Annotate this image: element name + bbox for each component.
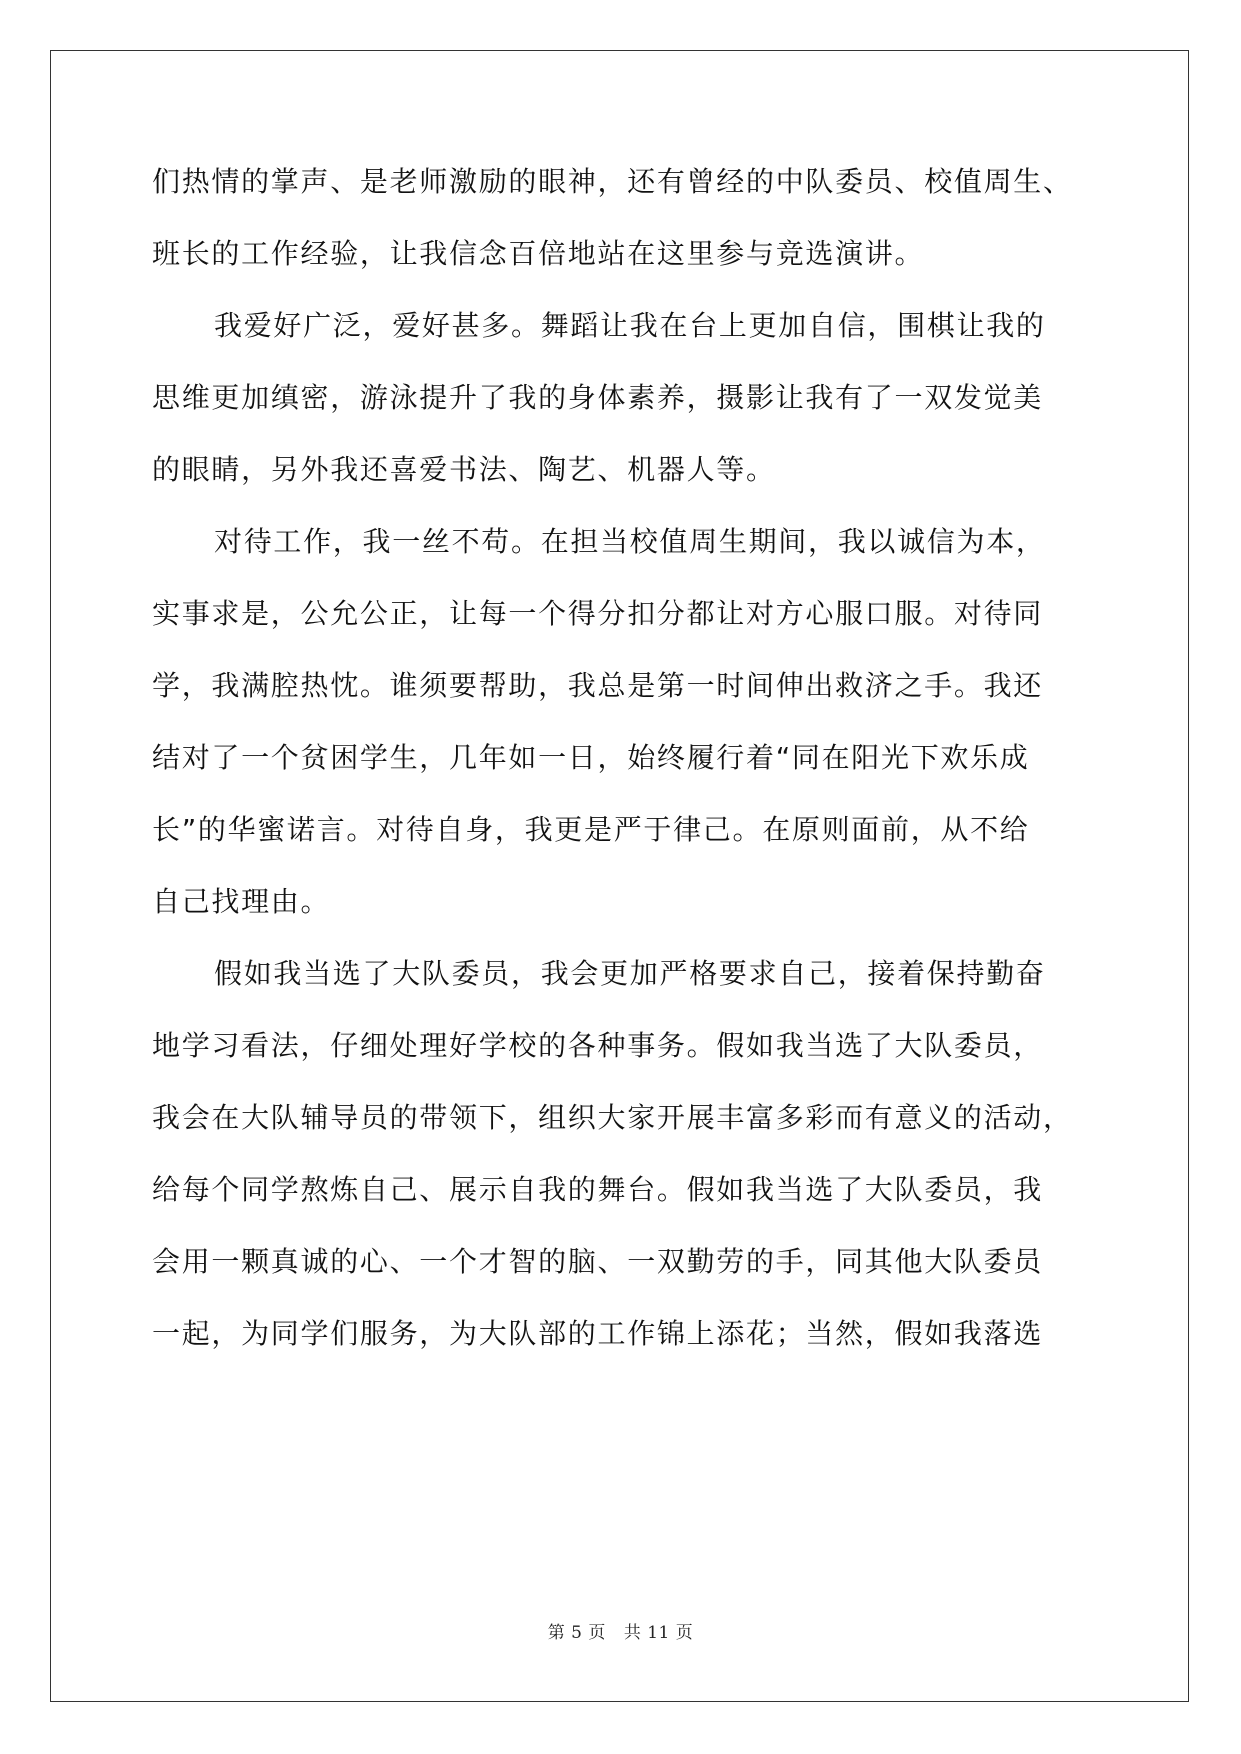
text-line: 结对了一个贫困学生，几年如一日，始终履行着“同在阳光下欢乐成	[152, 741, 1030, 774]
text-line: 思维更加缜密，游泳提升了我的身体素养，摄影让我有了一双发觉美	[152, 381, 1044, 414]
paragraph-start-line: 假如我当选了大队委员，我会更加严格要求自己，接着保持勤奋	[214, 957, 1046, 990]
page-total: 共 11 页	[623, 1623, 694, 1643]
text-line: 给每个同学熬炼自己、展示自我的舞台。假如我当选了大队委员，我	[152, 1173, 1044, 1206]
text-line: 自己找理由。	[152, 885, 331, 918]
text-line: 学，我满腔热忱。谁须要帮助，我总是第一时间伸出救济之手。我还	[152, 669, 1044, 702]
page-footer	[0, 1618, 1241, 1643]
text-line: 班长的工作经验，让我信念百倍地站在这里参与竞选演讲。	[152, 237, 925, 270]
paragraph-start-line: 我爱好广泛，爱好甚多。舞蹈让我在台上更加自信，围棋让我的	[214, 309, 1046, 342]
text-line: 们热情的掌声、是老师激励的眼神，还有曾经的中队委员、校值周生、	[152, 165, 1073, 198]
text-line: 的眼睛，另外我还喜爱书法、陶艺、机器人等。	[152, 453, 776, 486]
text-line: 一起，为同学们服务，为大队部的工作锦上添花；当然，假如我落选	[152, 1317, 1044, 1350]
paragraph-start-line: 对待工作，我一丝不苟。在担当校值周生期间，我以诚信为本，	[214, 525, 1046, 558]
text-line: 会用一颗真诚的心、一个才智的脑、一双勤劳的手，同其他大队委员	[152, 1245, 1044, 1278]
text-line: 实事求是，公允公正，让每一个得分扣分都让对方心服口服。对待同	[152, 597, 1044, 630]
text-line: 我会在大队辅导员的带领下，组织大家开展丰富多彩而有意义的活动，	[152, 1101, 1073, 1134]
text-line: 长”的华蜜诺言。对待自身，我更是严于律己。在原则面前，从不给	[152, 813, 1030, 846]
page-border	[50, 50, 1189, 1702]
text-line: 地学习看法，仔细处理好学校的各种事务。假如我当选了大队委员，	[152, 1029, 1044, 1062]
page-number: 第 5 页	[547, 1623, 606, 1643]
